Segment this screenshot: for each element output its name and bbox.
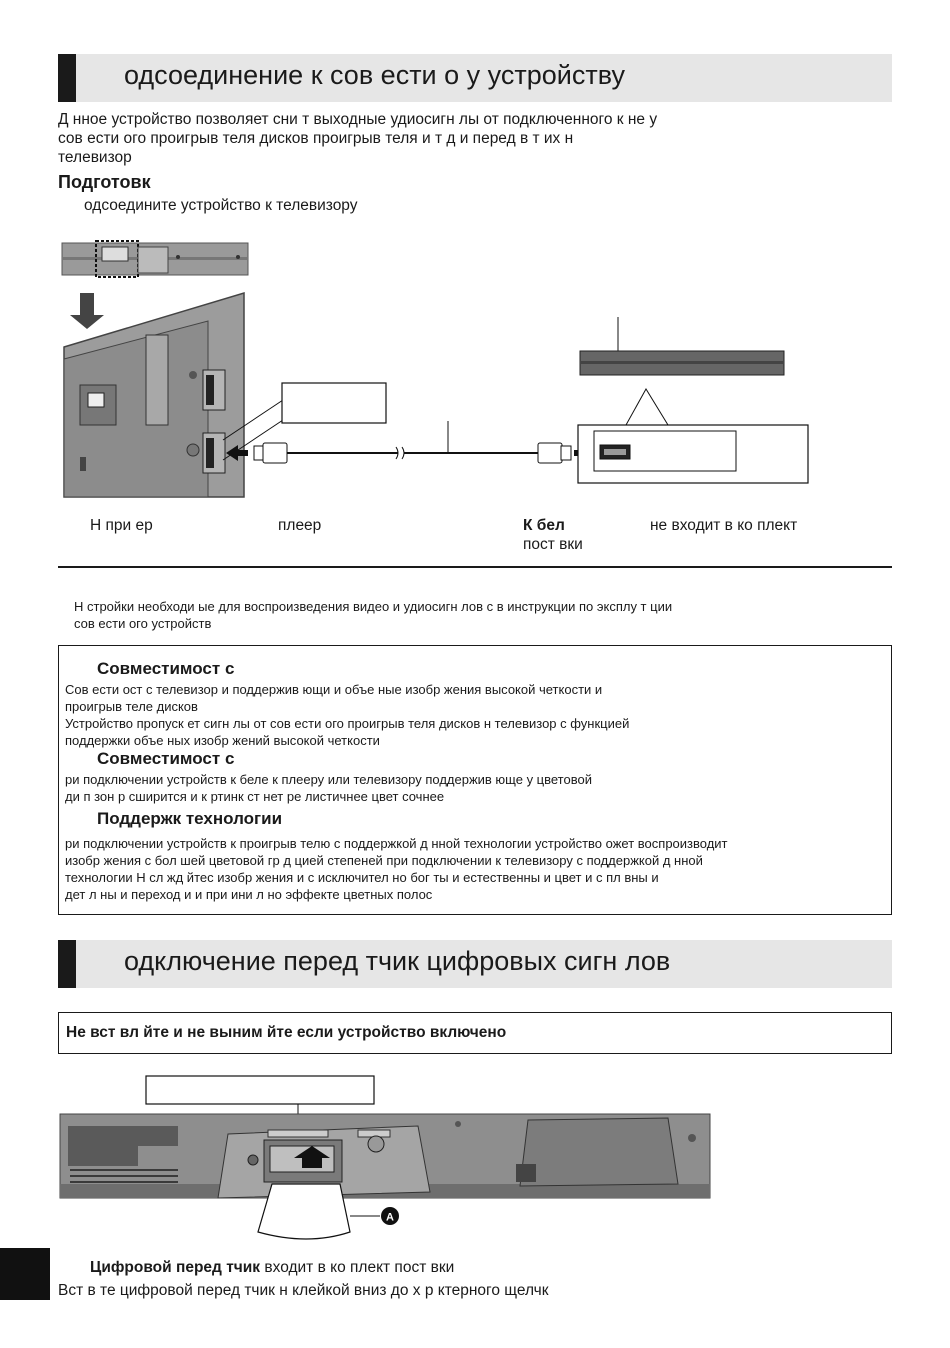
section1-title: одсоединение к сов ести о у устройству xyxy=(124,60,625,90)
bottom-bold: Цифровой перед тчик xyxy=(90,1259,261,1276)
section2-banner xyxy=(58,940,892,988)
transmitter-dongle xyxy=(258,1184,350,1239)
compat-p2-line-2: ди п зон р сширится и к ртинк ст нет ре листичнее цвет сочнее xyxy=(65,789,445,804)
banner-marker xyxy=(58,940,76,988)
section-divider xyxy=(58,566,892,568)
prep-text: одсоедините устройство к телевизору xyxy=(84,197,358,214)
warning-text: Не вст вл йте и не выним йте если устройство включено xyxy=(66,1024,507,1041)
page-tab xyxy=(0,1248,50,1300)
compat-p1-line-4: поддержки объе ных изобр жений высокой четкости xyxy=(65,733,380,748)
intro-line-2: сов ести ого проигрыв теля дисков проигрыв теля и т д и перед в т их н xyxy=(58,130,574,147)
port-callout xyxy=(223,383,386,460)
section2-title: одключение перед тчик цифровых сигн лов xyxy=(124,946,671,976)
prep-heading: Подготовк xyxy=(58,172,151,192)
bottom-line-2: Вст в те цифровой перед тчик н клейкой вниз до х р ктерного щелчк xyxy=(58,1282,549,1299)
compat-p1-line-3: Устройство пропуск ет сигн лы от сов ести ого проигрыв теля дисков н телевизор с функцией xyxy=(65,716,630,731)
soundbar-bottom xyxy=(60,1114,710,1198)
compat-p3-line-2: изобр жения с бол шей цветовой гр д цией степеней при подключении к телевизору с поддержкой д нной xyxy=(65,853,703,868)
caption-right-bold: К бел xyxy=(523,517,565,534)
player-device xyxy=(578,317,808,483)
compat-p2-line-1: ри подключении устройств к беле к плееру или телевизору поддержив юще у цветовой xyxy=(65,772,592,787)
banner-marker xyxy=(58,54,76,102)
compat-p1-line-1: Сов ести ост с телевизор и поддержив ющи и объе ные изобр жения высокой четкости и xyxy=(65,682,603,697)
bottom-rest: входит в ко плект пост вки xyxy=(264,1259,455,1276)
caption-left-a: Н при ер xyxy=(90,517,153,534)
note-line-1: Н стройки необходи ые для воспроизведения видео и удиосигн лов с в инструкции по эксплу т ции xyxy=(74,599,673,614)
down-arrow-icon xyxy=(70,293,104,329)
compat-p3-line-3: технологии Н сл жд йтес изобр жения и с исключител но бог ты и естественны и цвет и с пл вны и xyxy=(65,870,659,885)
compat-p1-line-2: проигрыв теле дисков xyxy=(65,699,198,714)
compat-heading-1: Совместимост с xyxy=(97,659,235,678)
compat-heading-2: Совместимост с xyxy=(97,749,235,768)
marker-a-label: A xyxy=(386,1211,394,1224)
hdmi-cable xyxy=(254,421,571,463)
intro-line-1: Д нное устройство позволяет сни т выходные удиосигн лы от подключенного к не у xyxy=(58,111,658,128)
caption-left-b: плеер xyxy=(278,517,322,534)
transmitter-diagram xyxy=(58,1074,712,1240)
section1-banner xyxy=(58,54,892,102)
note-line-2: сов ести ого устройств xyxy=(74,616,212,631)
marker-a xyxy=(381,1207,399,1225)
intro-line-3: телевизор xyxy=(58,149,132,166)
caption-right-b: пост вки xyxy=(523,536,583,553)
caption-right-a: не входит в ко плект xyxy=(650,517,798,534)
compat-p3-line-1: ри подключении устройств к проигрыв телю с поддержкой д нной технологии устройство ожет воспроизводит xyxy=(65,836,728,851)
compat-p3-line-4: дет л ны и переход и и при ини л но эффекте цветных полос xyxy=(65,887,433,902)
compat-heading-3: Поддержк технологии xyxy=(97,809,283,828)
connection-diagram xyxy=(58,235,818,515)
transmitter-callout xyxy=(146,1076,374,1104)
bottom-line-1 xyxy=(90,1258,454,1278)
soundbar-thumbnail xyxy=(62,241,248,277)
